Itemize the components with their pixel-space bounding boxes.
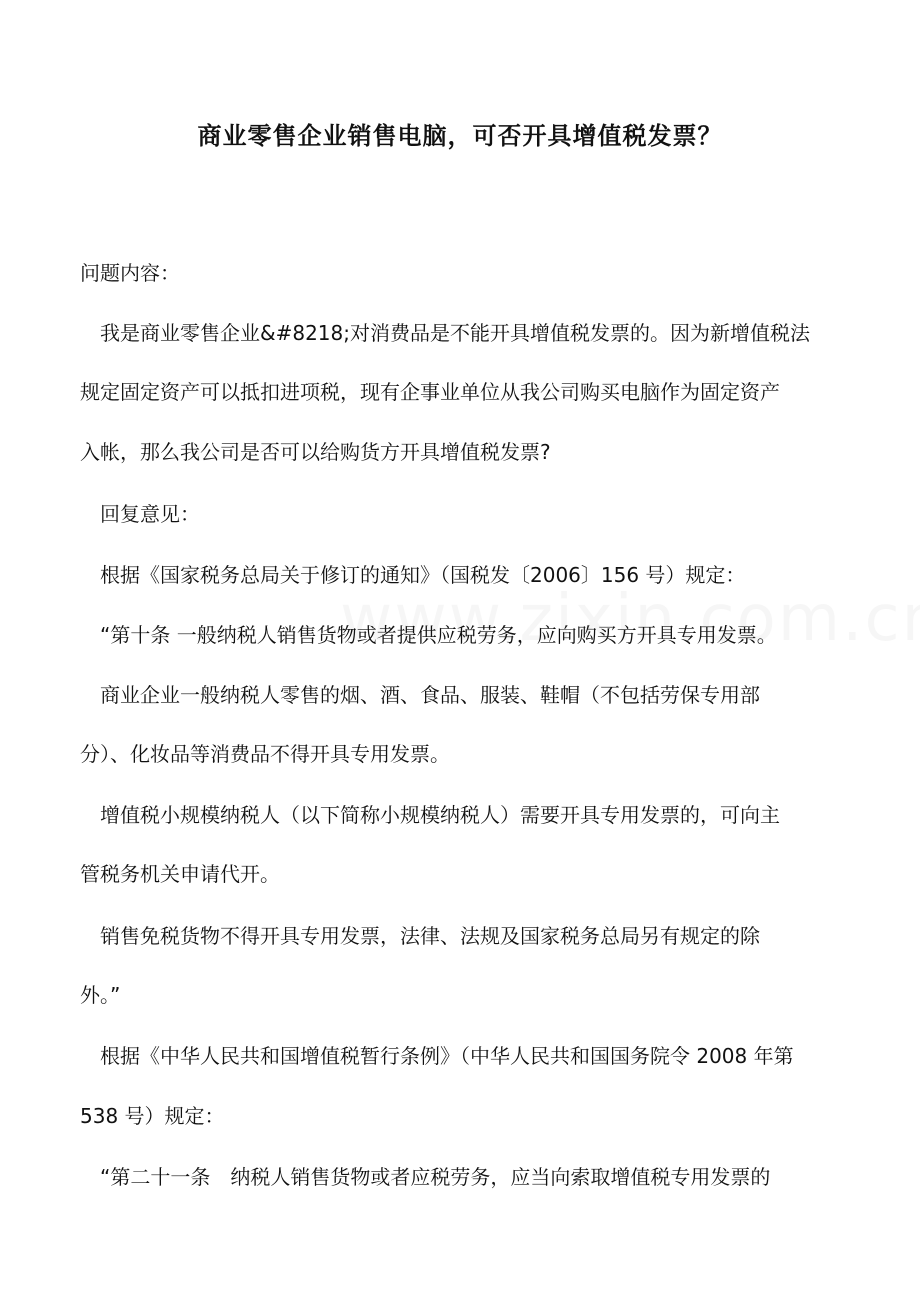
paragraph-line: 销售免税货物不得开具专用发票，法律、法规及国家税务总局另有规定的除	[80, 924, 760, 948]
paragraph-line: 入帐，那么我公司是否可以给购货方开具增值税发票?	[80, 440, 551, 464]
paragraph-line: 商业企业一般纳税人零售的烟、酒、食品、服装、鞋帽（不包括劳保专用部	[80, 683, 760, 707]
paragraph-line: 我是商业零售企业&#8218;对消费品是不能开具增值税发票的。因为新增值税法	[80, 321, 810, 345]
paragraph-line: “第二十一条 纳税人销售货物或者应税劳务，应当向索取增值税专用发票的	[80, 1165, 771, 1189]
paragraph-line: 问题内容：	[80, 261, 180, 285]
paragraph-line: 管税务机关申请代开。	[80, 862, 280, 886]
paragraph-line: 538 号）规定：	[80, 1104, 225, 1128]
paragraph-line: 回复意见：	[80, 502, 200, 526]
paragraph-line: 根据《国家税务总局关于修订的通知》（国税发〔2006〕156 号）规定：	[80, 563, 746, 587]
paragraph-line: 根据《中华人民共和国增值税暂行条例》（中华人民共和国国务院令 2008 年第	[80, 1044, 794, 1068]
paragraph-line: 增值税小规模纳税人（以下简称小规模纳税人）需要开具专用发票的，可向主	[80, 803, 780, 827]
paragraph-line: 分）、化妆品等消费品不得开具专用发票。	[80, 742, 450, 766]
document-title: 商业零售企业销售电脑，可否开具增值税发票？	[197, 122, 723, 150]
paragraph-line: 外。”	[80, 983, 121, 1007]
paragraph-line: “第十条 一般纳税人销售货物或者提供应税劳务，应向购买方开具专用发票。	[80, 623, 777, 647]
paragraph-line: 规定固定资产可以抵扣进项税，现有企事业单位从我公司购买电脑作为固定资产	[80, 380, 780, 404]
